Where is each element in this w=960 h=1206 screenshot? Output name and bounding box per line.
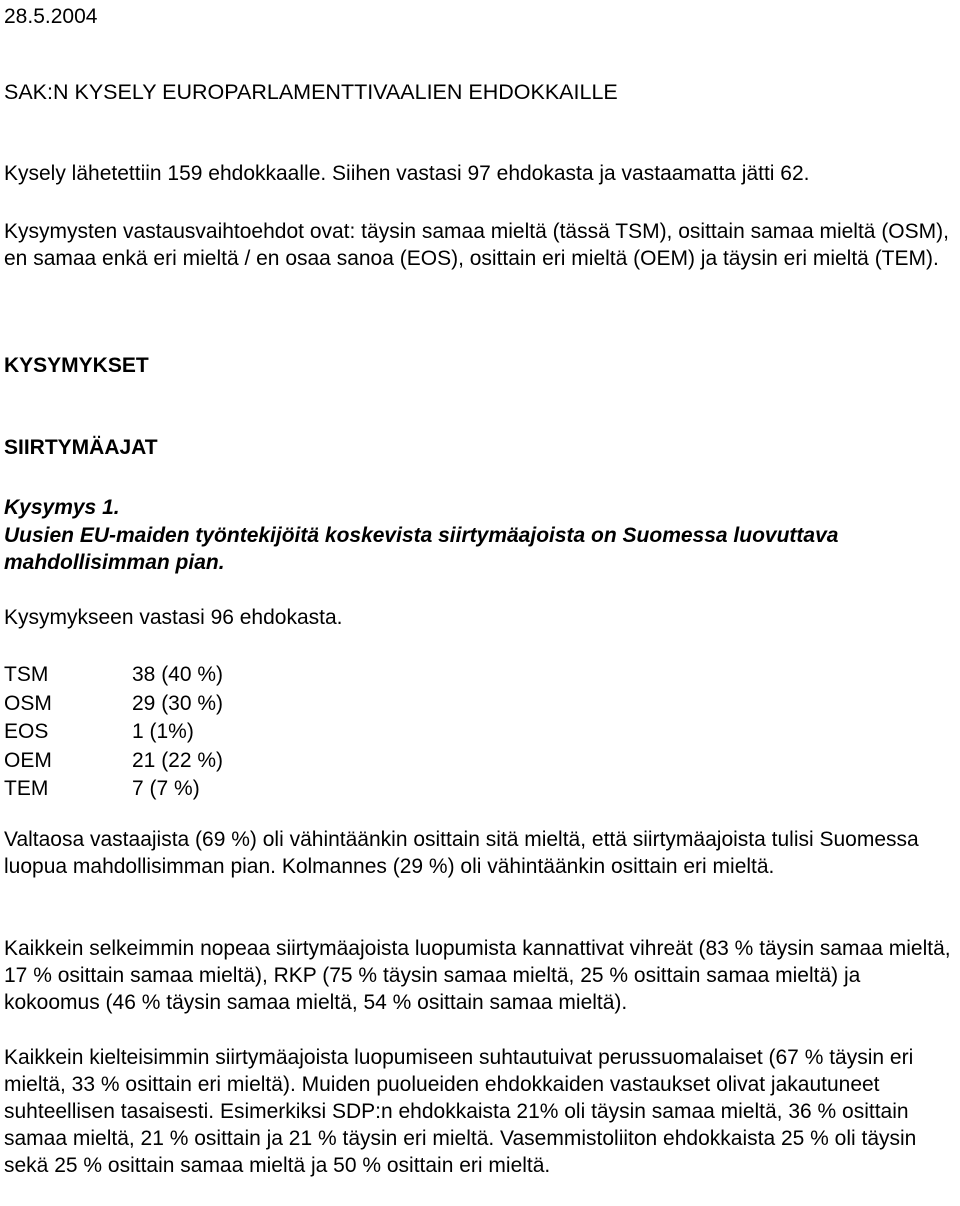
- result-code: TSM: [4, 663, 49, 686]
- intro-sent-paragraph: Kysely lähetettiin 159 ehdokkaalle. Siihen vastasi 97 ehdokasta ja vastaamatta jätti 62.: [4, 162, 810, 185]
- result-row-tsm: [4, 661, 404, 690]
- result-code: TEM: [4, 777, 49, 800]
- question-text: Uusien EU-maiden työntekijöitä koskevista siirtymäajoista on Suomessa luovuttava mahdollisimman pian.: [4, 524, 839, 574]
- result-value: 21 (22 %): [132, 748, 224, 772]
- question-answered-count: Kysymykseen vastasi 96 ehdokasta.: [4, 606, 343, 629]
- result-value: 29 (30 %): [132, 691, 224, 715]
- result-row-osm: [4, 690, 404, 719]
- intro-options-paragraph: Kysymysten vastausvaihtoehdot ovat: täysin samaa mieltä (tässä TSM), osittain samaa mieltä (OSM), en samaa enkä eri mieltä / en osaa sanoa (EOS), osittain eri mieltä (OEM) ja täysin eri mieltä (TEM).: [4, 220, 949, 270]
- result-code: EOS: [4, 720, 49, 743]
- result-code: OSM: [4, 691, 52, 715]
- result-value: 38 (40 %): [132, 663, 224, 686]
- result-code: OEM: [4, 748, 52, 772]
- result-value: 1 (1%): [132, 720, 194, 743]
- result-row-tem: [4, 775, 404, 804]
- summary-paragraph: Valtaosa vastaajista (69 %) oli vähintäänkin osittain sitä mieltä, että siirtymäajoista tulisi Suomessa luopua mahdollisimman pian. Kolmannes (29 %) oli vähintäänkin osittain eri mieltä.: [4, 828, 919, 878]
- result-row-eos: [4, 718, 404, 747]
- result-row-oem: [4, 747, 404, 776]
- opposition-paragraph: Kaikkein kielteisimmin siirtymäajoista luopumiseen suhtautuivat perussuomalaiset (67 % täysin eri mieltä, 33 % osittain eri mieltä). Muiden puolueiden ehdokkaiden vastaukset olivat jakautuneet suhteellisen tasaisesti. Esimerkiksi SDP:n ehdokkaista 21% oli täysin samaa mieltä, 36 % osittain samaa mieltä, 21 % osittain ja 21 % täysin eri mieltä. Vasemmistoliiton ehdokkaista 25 % oli täysin sekä 25 % osittain samaa mieltä ja 50 % osittain eri mieltä.: [4, 1046, 917, 1177]
- document-title: SAK:N KYSELY EUROPARLAMENTTIVAALIEN EHDOKKAILLE: [4, 80, 618, 104]
- results-list: [4, 661, 404, 804]
- support-paragraph: Kaikkein selkeimmin nopeaa siirtymäajoista luopumista kannattivat vihreät (83 % täysin samaa mieltä, 17 % osittain samaa mieltä), RKP (75 % täysin samaa mieltä, 25 % osittain samaa mieltä) ja kokoomus (46 % täysin samaa mieltä, 54 % osittain samaa mieltä).: [4, 937, 951, 1014]
- section-heading: KYSYMYKSET: [4, 354, 149, 377]
- document-date: 28.5.2004: [4, 5, 98, 28]
- result-value: 7 (7 %): [132, 777, 200, 800]
- question-label: Kysymys 1.: [4, 496, 120, 519]
- subsection-heading: SIIRTYMÄAJAT: [4, 436, 158, 459]
